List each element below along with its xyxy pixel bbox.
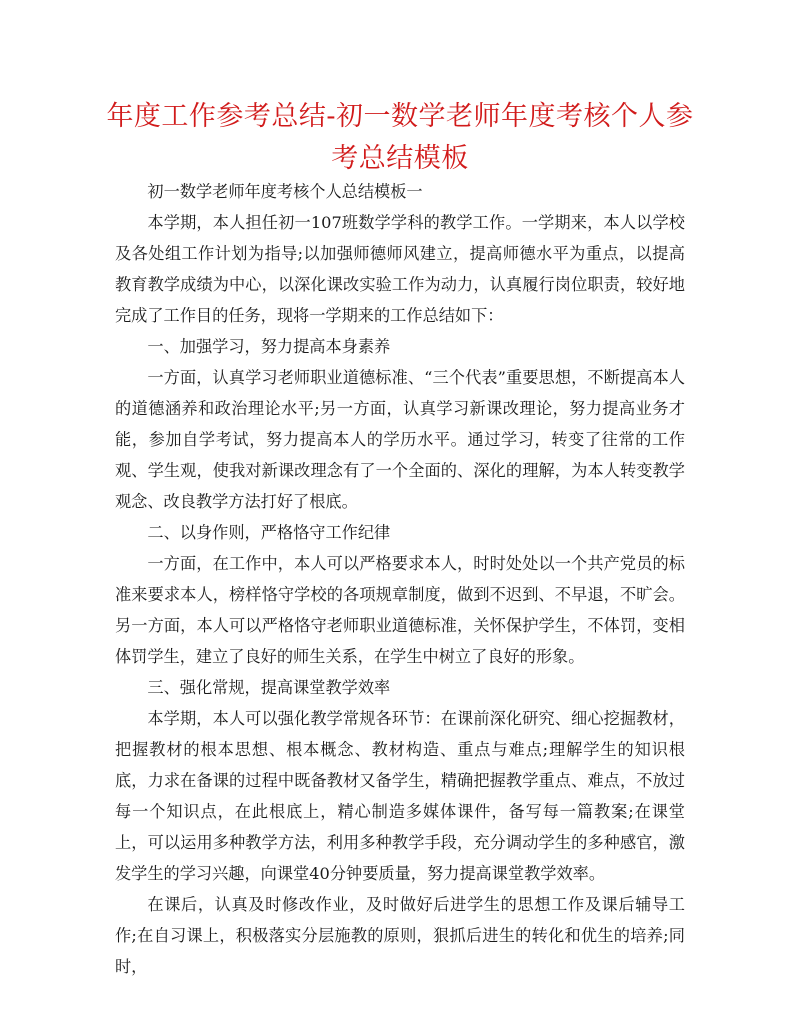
section-heading-3: 三、强化常规，提高课堂教学效率 [147,678,391,697]
section-heading-2: 二、以身作则，严格恪守工作纪律 [147,523,391,542]
section-paragraph-2: 一方面，在工作中，本人可以严格要求本人，时时处处以一个共产党员的标准来要求本人，榜样恪守学校的各项规章制度，做到不迟到、不早退，不旷会。另一方面，本人可以严格恪守老师职业道德标准，关怀保护学生，不体罚，变相体罚学生，建立了良好的师生关系，在学生中树立了良好的形象。 [115,554,685,666]
section-paragraph-4: 在课后，认真及时修改作业，及时做好后进学生的思想工作及课后辅导工作;在自习课上，积极落实分层施教的原则，狠抓后进生的转化和优生的培养;同时， [115,895,685,976]
section-heading-1: 一、加强学习，努力提高本身素养 [147,337,391,356]
section-paragraph-3: 本学期，本人可以强化教学常规各环节：在课前深化研究、细心挖掘教材，把握教材的根本思想、根本概念、教材构造、重点与难点;理解学生的知识根底，力求在备课的过程中既备教材又备学生，精确把握教学重点、难点，不放过每一个知识点，在此根底上，精心制造多媒体课件，备写每一篇教案;在课堂上，可以运用多种教学方法，利用多种教学手段，充分调动学生的多种感官，激发学生的学习兴趣，向课堂40分钟要质量，努力提高课堂教学效率。 [115,709,685,883]
document-title: 年度工作参考总结-初一数学老师年度考核个人参考总结模板 [106,101,694,174]
document-body [115,176,685,982]
subtitle-paragraph: 初一数学老师年度考核个人总结模板一 [147,182,423,201]
intro-paragraph: 本学期，本人担任初一107班数学学科的教学工作。一学期来，本人以学校及各处组工作计划为指导;以加强师德师风建立，提高师德水平为重点，以提高教育教学成绩为中心，以深化课改实验工作为动力，认真履行岗位职责，较好地完成了工作目的任务，现将一学期来的工作总结如下： [115,213,685,325]
section-paragraph-1: 一方面，认真学习老师职业道德标准、“三个代表”重要思想，不断提高本人的道德涵养和政治理论水平;另一方面，认真学习新课改理论，努力提高业务才能，参加自学考试，努力提高本人的学历水平。通过学习，转变了往常的工作观、学生观，使我对新课改理念有了一个全面的、深化的理解，为本人转变教学观念、改良教学方法打好了根底。 [115,368,685,511]
